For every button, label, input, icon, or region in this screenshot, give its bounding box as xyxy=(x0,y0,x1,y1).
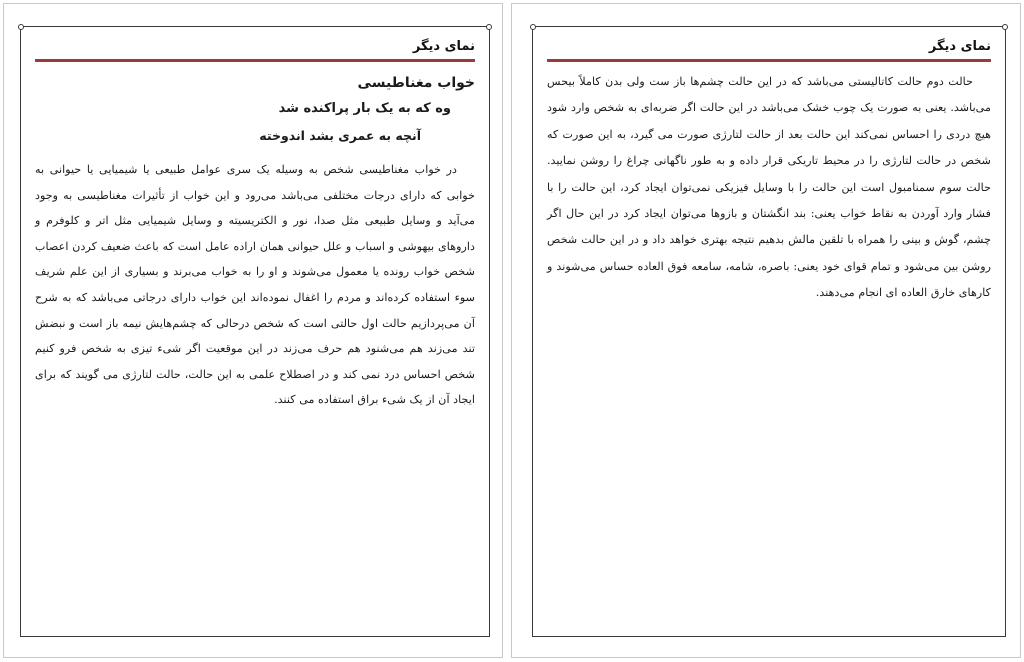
header-divider xyxy=(547,59,991,62)
body-paragraph: حالت دوم حالت کاتالیستی می‌باشد که در این حالت چشم‌ها باز ست ولی بدن کاملاً بیحس می‌باشد. یعنی به صورت یک چوب خشک می‌باشد در این حالت اگر ضربه‌ای به شخص وارد شود هیچ دردی را احساس نمی‌کند این حالت بعد از حالت لتارژی صورت می گیرد، به این صورت که شخص در حالت لتارژی را در محیط تاریکی قرار داده و به طور ناگهانی چراغ را روشن نمایید. حالت سوم سمنامبول است این حالت را با وسایل فیزیکی نمی‌توان ایجاد کرد، این حالت را با فشار وارد آوردن به نقاط خواب یعنی: بند انگشتان و بازوها می‌توان ایجاد کرد در این حال اگر چشم، گوش و بینی را همراه با تلقین مالش بدهیم نتیجه بهتری خواهد داد و در این حالت شخص روشن بین می‌شود و تمام قوای خود یعنی: باصره، شامه، سامعه فوق العاده حساس می‌شوند و کارهای خارق العاده ای انجام می‌دهند. xyxy=(547,75,991,300)
corner-ornament xyxy=(486,24,492,30)
verse-line-2: آنچه به عمری بشد اندوخته xyxy=(259,128,421,143)
page-content xyxy=(547,69,991,307)
page-left xyxy=(3,3,503,658)
corner-ornament xyxy=(1002,24,1008,30)
corner-ornament xyxy=(18,24,24,30)
page-right xyxy=(511,3,1021,658)
page-border xyxy=(532,26,1006,637)
header-divider xyxy=(35,59,475,62)
page-content xyxy=(35,75,475,413)
body-paragraph: در خواب مغناطیسی شخص به وسیله یک سری عوامل طبیعی یا شیمیایی یا حیوانی به خوابی که دارای درجات مختلفی می‌باشد می‌رود و این خواب از تأثیرات مغناطیسی به وجود می‌آید و وسایل طبیعی مثل صدا، نور و الکتریسیته و وسایل شیمیایی مثل اتر و کلوفرم و داروهای بیهوشی و اسباب و علل حیوانی همان اراده عامل است که باعث ضعیف کردن اعصاب شخص خواب رونده یا معمول می‌شوند و او را به خواب می‌برند و بسیاری از این علم شریف سوء استفاده کرده‌اند و مردم را اغفال نموده‌اند این خواب دارای درجاتی می‌باشد که به شرح آن می‌پردازیم حالت اول حالتی است که شخص درحالی که چشم‌هایش نیمه باز است و نبضش تند می‌زند هم می‌شنود هم حرف می‌زند در این موقعیت اگر شیء تیزی به شخص فرو کنیم شخص احساس درد نمی کند و در اصطلاح علمی به این حالت، حالت لتارژی می گویند که برای ایجاد آن از یک شیء براق استفاده می کنند. xyxy=(35,163,475,407)
corner-ornament xyxy=(530,24,536,30)
verse-line-1: وه که به یک بار پراکنده شد xyxy=(278,101,451,116)
page-header-title: نمای دیگر xyxy=(928,39,991,54)
page-header-title: نمای دیگر xyxy=(412,39,475,54)
chapter-title: خواب مغناطیسی xyxy=(357,75,475,91)
page-border xyxy=(20,26,490,637)
